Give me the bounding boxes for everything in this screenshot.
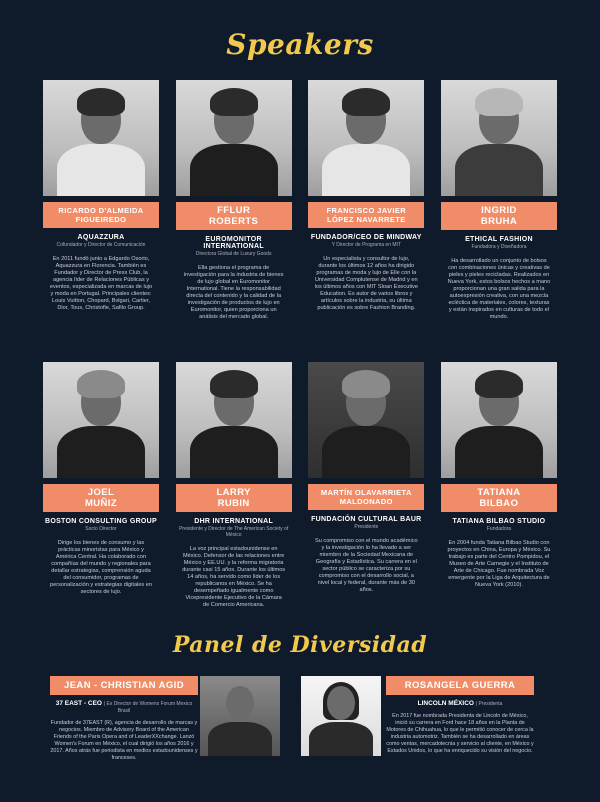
- speaker-name: FRANCISCO JAVIER LÓPEZ NAVARRETE: [308, 202, 424, 228]
- speaker-card: [176, 362, 292, 609]
- speaker-name: FFLUR ROBERTS: [176, 202, 292, 230]
- speaker-org: BOSTON CONSULTING GROUP: [44, 518, 158, 525]
- panelist-card: [386, 676, 534, 755]
- speaker-bio: En 2004 funda Tatiana Bilbao Studio con proyectos en China, Europa y México. Su trabajo es parte del Centro Pompidou, el Museo de Arte Carnegie y el Instituto de Arte de Chicago. Fue nombrada Voz emergente por la Liga de Arquitectura de Nueva York (2010).: [447, 540, 551, 588]
- panelist-bio: En 2017 fue nombrada Presidenta de Lincoln de México, inició su carrera en Ford hace 18 años en la Planta de Motores de Chihuahua, lo que le permitió conocer de cerca la industria automotriz. También se ha desarrollado en áreas como ventas, mercadotecnia y servicio al cliente, en México y Estados Unidos, lo que ha enriquecido su visión del negocio.: [386, 713, 534, 754]
- speaker-org: EUROMONITOR INTERNATIONAL: [203, 236, 264, 250]
- panelist-role: Presidenta: [478, 701, 503, 707]
- panelist-org: LINCOLN MÉXICO: [417, 700, 474, 707]
- speaker-name: LARRY RUBIN: [176, 484, 292, 512]
- speaker-role: Directora Global de Luxury Goods: [195, 251, 272, 257]
- speaker-role: Y Director de Programa en MIT: [331, 242, 401, 248]
- speaker-photo: [441, 362, 557, 478]
- panelist-card: [50, 676, 198, 762]
- speaker-bio: Ella gestiona el programa de investigación para la industria de bienes de lujo global en Euromonitor International. Tiene la responsabilidad directa del contenido y la calidad de la investigación de productos de lujo en Euromonitor, quien proporciona un análisis del mercado global.: [183, 265, 284, 320]
- speaker-photo: [43, 362, 159, 478]
- speaker-role: Presidente: [354, 524, 379, 530]
- speaker-bio: Dirige los bienes de consumo y las prácticas minoristas para México y América Central. Ha colaborado con compañías del mundo y regionales para detallar estrategias, comprensión aguda del consumidor, programas de personalización y estrategias digitales en sectores de lujo.: [50, 540, 152, 595]
- speakers-row-2: [43, 362, 557, 609]
- speaker-card: [176, 80, 292, 321]
- speaker-org: ETHICAL FASHION: [465, 236, 533, 243]
- speaker-card: [308, 80, 424, 321]
- panelist-org-line: LINCOLN MÉXICO | Presidenta: [417, 700, 503, 707]
- speaker-photo: [308, 80, 424, 196]
- speaker-bio: Su compromiso con el mundo académico y la investigación lo ha llevado a ser miembro de la Sociedad Mexicana de Geografía y Estadística. Su carrera en el sector público se caracteriza por su compromiso con el desarrollo social, a nivel local y federal, durante más de 30 años.: [315, 538, 418, 593]
- speaker-role: Cofundador y Director de Comunicación: [56, 242, 146, 248]
- speaker-org: DHR INTERNATIONAL: [194, 518, 274, 525]
- speaker-name: INGRID BRUHA: [441, 202, 557, 230]
- speaker-photo: [308, 362, 424, 478]
- speaker-role: Presidente y Director de The American Society of México: [179, 526, 289, 538]
- panelist-org: 37 EAST - CEO: [55, 700, 102, 707]
- speaker-photo: [43, 80, 159, 196]
- speaker-name: JOEL MUÑIZ: [43, 484, 159, 512]
- panelist-photo: [301, 676, 381, 756]
- speaker-card: [441, 362, 557, 609]
- speaker-card: [441, 80, 557, 321]
- speakers-title: Speakers: [226, 28, 374, 61]
- speaker-bio: Un especialista y consultor de lujo, durante los últimos 12 años ha dirigido programas de moda y lujo de Elle con la Universidad Complutense de Madrid y en los últimos años con MIT Sloan Executive Education. Es autor de varios libros y artículos sobre la industria, su última publicación es sobre Fashion Branding.: [314, 256, 419, 311]
- speakers-row-1: [43, 80, 557, 321]
- speaker-role: Fundadora: [486, 526, 512, 532]
- speaker-name: MARTÍN OLAVARRIETA MALDONADO: [308, 484, 424, 510]
- speaker-photo: [176, 80, 292, 196]
- panelist-photo: [200, 676, 280, 756]
- speaker-org: TATIANA BILBAO STUDIO: [452, 518, 546, 525]
- speaker-name: RICARDO D'ALMEIDA FIGUEIREDO: [43, 202, 159, 228]
- speaker-org: FUNDACIÓN CULTURAL BAUR: [311, 516, 422, 523]
- panelist-name: JEAN - CHRISTIAN AGID: [50, 676, 198, 695]
- speaker-role: Socio Director: [85, 526, 117, 532]
- speaker-role: Fundadora y Diseñadora: [471, 244, 527, 250]
- diversity-title: Panel de Diversidad: [172, 632, 428, 658]
- speaker-bio: La voz principal estadounidense en México. Defensor de las relaciones entre México y EE.UU. y la reforma migratoria durante casi 15 años. Durante los últimos 14 años, ha servido como líder de los republicanos en México. Se ha desempeñado igualmente como Vicepresidente Ejecutivo de la Cámara de Comercio Americana.: [182, 546, 286, 608]
- speaker-photo: [441, 80, 557, 196]
- speaker-bio: Ha desarrollado un conjunto de bolsos con combinaciones únicas y creativas de pieles y pieles recicladas. Realizados en Nueva York, estos bolsos hechos a mano proporcionan una gran salida para la autoexpresión creativa, con una mezcla ecléctica de materiales, colores, texturas y están inspirados en culturas de todo el mundo.: [447, 258, 551, 320]
- speaker-photo: [176, 362, 292, 478]
- panelist-org-line: 37 EAST - CEO | Ex Director de Womens Forum Mexico Brasil: [55, 700, 193, 714]
- speaker-name: TATIANA BILBAO: [441, 484, 557, 512]
- speaker-card: [308, 362, 424, 609]
- speaker-org: AQUAZZURA: [77, 234, 125, 241]
- speaker-card: [43, 80, 159, 321]
- speaker-bio: En 2011 fundó junto a Edgardo Osorio, Aquazzura en Florencia. También es Fundador y Director de Press Club, la agencia líder de Relaciones Públicas y eventos, especializada en marcas de lujo y moda en Portugal. Principales clientes: Louis Vuitton, Chopard, Bvlgari, Cartier, Dior, Tous, Christofle, Safilo Group.: [49, 256, 153, 311]
- speaker-org: FUNDADOR/CEO DE MINDWAY: [310, 234, 422, 241]
- panelist-bio: Fundador de 37EAST (R), agencia de desarrollo de marcas y negocios. Miembro de Advisory Board of the American Friends of the Paris Opera and of LeaderXXchange. Lanzó Women's Forum en México, el cual dirigió los años 2016 y 2017. Años atrás fue periodista en medios estadounidenses y franceses.: [50, 720, 198, 761]
- panelist-role: Ex Director de Womens Forum Mexico Brasil: [106, 701, 193, 714]
- speaker-card: [43, 362, 159, 609]
- panelist-name: ROSANGELA GUERRA: [386, 676, 534, 695]
